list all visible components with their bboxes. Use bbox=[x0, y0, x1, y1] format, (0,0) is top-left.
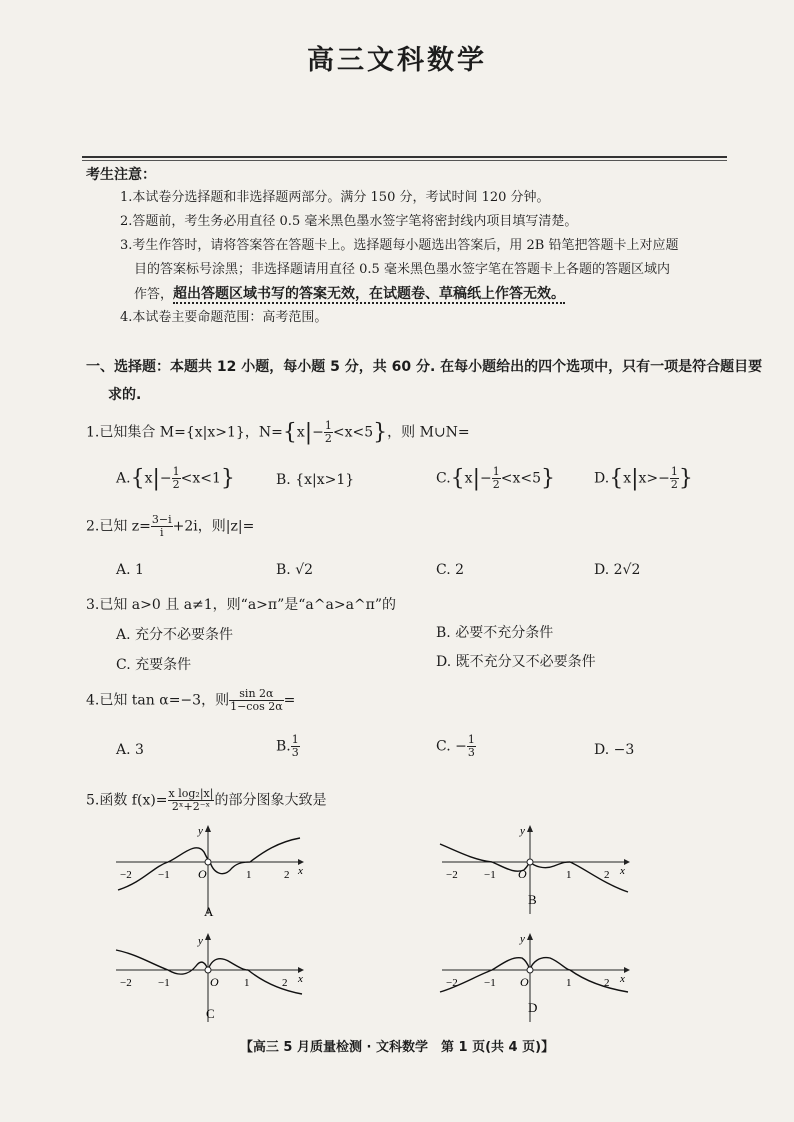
origin-dot bbox=[527, 859, 533, 865]
y-label: y bbox=[520, 825, 525, 837]
tick-1: 1 bbox=[566, 977, 572, 989]
graph-label-c: C bbox=[206, 1006, 215, 1021]
question-2-stem: 2.已知 z= $\frac{3-i}{i}$ +2i，则|z|= bbox=[86, 513, 255, 539]
tick-minus-2: −2 bbox=[120, 869, 132, 881]
notice-answer-text: 作答， bbox=[134, 287, 174, 302]
origin-label: O bbox=[198, 867, 207, 881]
tick-1: 1 bbox=[566, 869, 572, 881]
q1-option-a: A.{x|− $\frac{1}{2}$ <x<1} bbox=[116, 465, 235, 491]
tick-2: 2 bbox=[604, 869, 610, 881]
q1-option-d: D.{x|x>− $\frac{1}{2}$ } bbox=[594, 465, 693, 491]
q3-option-a: A. 充分不必要条件 bbox=[116, 627, 234, 643]
section-heading-cont: 求的. bbox=[108, 387, 142, 403]
q2-option-a: A. 1 bbox=[116, 562, 144, 578]
x-label: x bbox=[298, 973, 303, 985]
q5-graph-c bbox=[108, 930, 308, 1030]
tick-minus-1: −1 bbox=[484, 977, 496, 989]
q2-option-b: B. √2 bbox=[276, 562, 314, 578]
origin-label: O bbox=[210, 975, 219, 989]
q3-option-c: C. 充要条件 bbox=[116, 657, 192, 673]
q4-option-c: C. − $\frac{1}{3}$ bbox=[436, 733, 475, 759]
q3-option-b: B. 必要不充分条件 bbox=[436, 625, 554, 641]
origin-dot bbox=[205, 967, 211, 973]
tick-2: 2 bbox=[604, 977, 610, 989]
q4-option-d: D. −3 bbox=[594, 742, 635, 758]
q1-text-d: <x<5 bbox=[332, 424, 374, 441]
y-label: y bbox=[198, 935, 203, 947]
graph-label-a: A bbox=[204, 904, 214, 919]
q5-graph-d bbox=[434, 930, 634, 1030]
y-label: y bbox=[520, 933, 525, 945]
y-arrow-icon bbox=[527, 825, 533, 832]
y-arrow-icon bbox=[205, 825, 211, 832]
section-heading: 一、选择题：本题共 12 小题，每小题 5 分，共 60 分. 在每小题给出的四个选项中，只有一项是符合题目要 bbox=[86, 359, 763, 375]
q1-text-e: ，则 M∪N= bbox=[387, 424, 470, 441]
tick-1: 1 bbox=[246, 869, 252, 881]
y-arrow-icon bbox=[527, 933, 533, 940]
notice-item-4: 4.本试卷主要命题范围：高考范围。 bbox=[120, 310, 328, 325]
notice-item-2: 2.答题前，考生务必用直径 0.5 毫米黑色墨水签字笔将密封线内项目填写清楚。 bbox=[120, 214, 578, 229]
question-3-stem: 3.已知 a>0 且 a≠1，则“a>π”是“a^a>a^π”的 bbox=[86, 597, 397, 613]
question-4-stem: 4.已知 tan α=−3，则 $\frac{\sin 2\alpha}{1-\cos 2\alpha}$ = bbox=[86, 687, 296, 713]
origin-label: O bbox=[518, 867, 527, 881]
q1-text-a: 1.已知集合 M={x|x>1}，N= bbox=[86, 424, 283, 441]
q1-text-b: x bbox=[296, 424, 305, 441]
tick-minus-1: −1 bbox=[484, 869, 496, 881]
tick-minus-2: −2 bbox=[446, 869, 458, 881]
q2-fraction: $\frac{3-i}{i}$ bbox=[151, 513, 172, 539]
x-label: x bbox=[620, 865, 625, 877]
notice-heading: 考生注意： bbox=[86, 167, 156, 183]
header-rule-thin bbox=[82, 160, 727, 161]
y-arrow-icon bbox=[205, 933, 211, 940]
tick-minus-2: −2 bbox=[446, 977, 458, 989]
graph-label-d: D bbox=[528, 1000, 538, 1015]
q1-bar: | bbox=[304, 420, 313, 445]
x-label: x bbox=[298, 865, 303, 877]
origin-dot bbox=[205, 859, 211, 865]
tick-minus-1: −1 bbox=[158, 869, 170, 881]
q1-fraction: $\frac{1}{2}$ bbox=[324, 419, 332, 445]
notice-item-3: 3.考生作答时，请将答案答在答题卡上。选择题每小题选出答案后，用 2B 铅笔把答题卡上对应题 bbox=[120, 238, 679, 253]
q5-fraction: $\frac{\text{x log₂|x|}}{\text{2ˣ+2⁻ˣ}}$ bbox=[168, 787, 214, 813]
question-1-stem bbox=[86, 420, 470, 445]
origin-label: O bbox=[520, 975, 529, 989]
tick-2: 2 bbox=[284, 869, 290, 881]
page-footer: 【高三 5 月质量检测 · 文科数学 第 1 页(共 4 页)】 bbox=[239, 1040, 555, 1055]
notice-warning: 超出答题区域书写的答案无效，在试题卷、草稿纸上作答无效。 bbox=[173, 286, 566, 302]
q1-brace-left: { bbox=[282, 420, 297, 445]
notice-item-3-cont: 目的答案标号涂黑；非选择题请用直径 0.5 毫米黑色墨水签字笔在答题卡上各题的答题区域内 bbox=[134, 262, 670, 277]
q3-option-d: D. 既不充分又不必要条件 bbox=[436, 654, 596, 670]
tick-2: 2 bbox=[282, 977, 288, 989]
q1-option-c: C.{x|− $\frac{1}{2}$ <x<5} bbox=[436, 465, 555, 491]
graph-label-b: B bbox=[528, 892, 537, 907]
q4-option-b: B. $\frac{1}{3}$ bbox=[276, 733, 299, 759]
header-rule bbox=[82, 156, 727, 158]
q5-graph-b bbox=[434, 822, 634, 922]
q4-fraction: $\frac{\sin 2\alpha}{1-\cos 2\alpha}$ bbox=[230, 687, 283, 713]
q2-option-d: D. 2√2 bbox=[594, 562, 641, 578]
notice-item-3-cont2 bbox=[134, 283, 565, 306]
q5-graph-a bbox=[108, 822, 308, 922]
question-5-stem: 5.函数 f(x)= $\frac{\text{x log₂|x|}}{\text{2ˣ+2⁻ˣ}}$ 的部分图象大致是 bbox=[86, 787, 327, 813]
curve bbox=[440, 958, 628, 992]
curve bbox=[440, 844, 628, 892]
x-arrow-icon bbox=[624, 967, 630, 973]
notice-item-1: 1.本试卷分选择题和非选择题两部分。满分 150 分，考试时间 120 分钟。 bbox=[120, 190, 550, 205]
tick-minus-2: −2 bbox=[120, 977, 132, 989]
page-title: 高三文科数学 bbox=[307, 45, 487, 76]
q4-option-a: A. 3 bbox=[116, 742, 144, 758]
q2-option-c: C. 2 bbox=[436, 562, 465, 578]
tick-minus-1: −1 bbox=[158, 977, 170, 989]
x-label: x bbox=[620, 973, 625, 985]
q1-option-b: B. {x|x>1} bbox=[276, 472, 355, 488]
q1-brace-right: } bbox=[373, 420, 388, 445]
y-label: y bbox=[198, 825, 203, 837]
x-arrow-icon bbox=[624, 859, 630, 865]
origin-dot bbox=[527, 967, 533, 973]
tick-1: 1 bbox=[244, 977, 250, 989]
q1-text-c: − bbox=[312, 424, 324, 441]
